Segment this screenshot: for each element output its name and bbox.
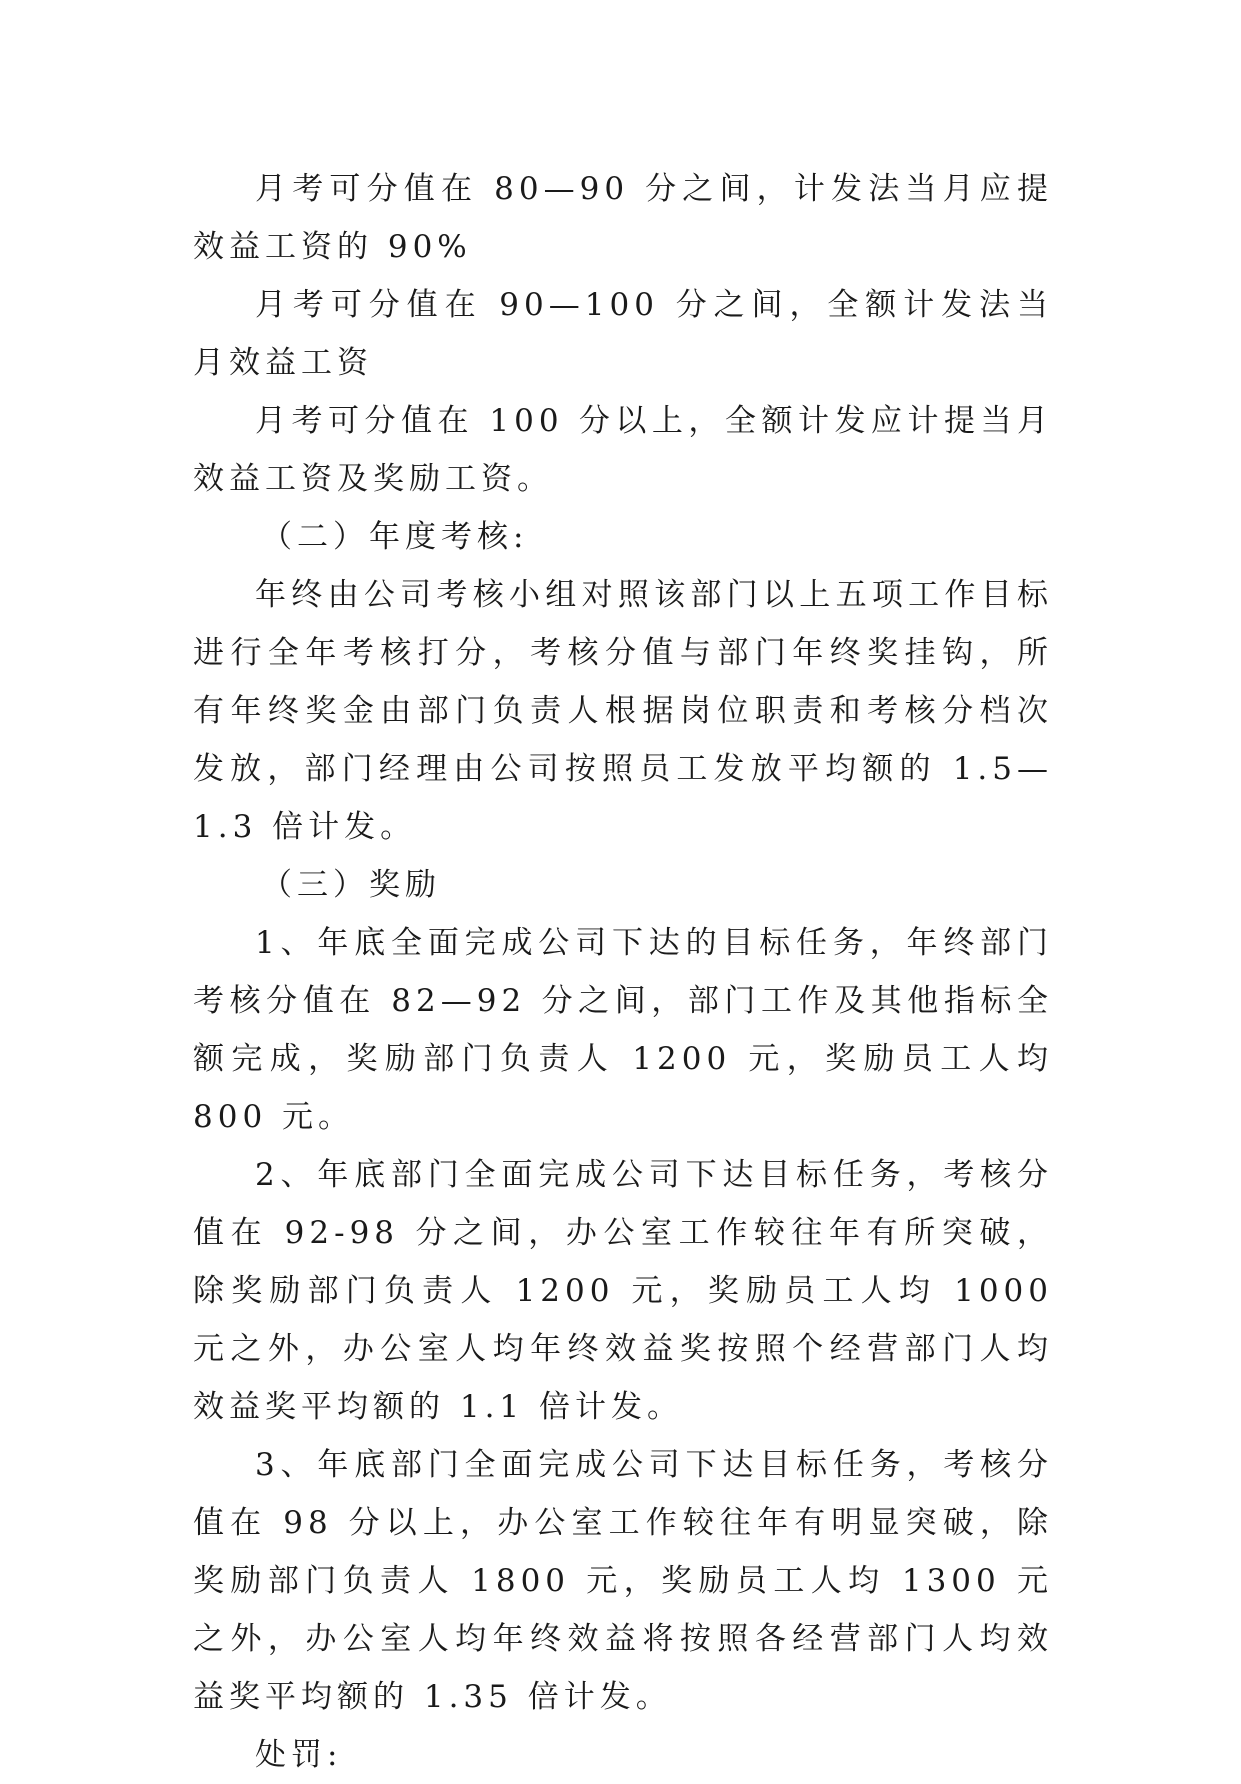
paragraph-bonus-90-100: 月考可分值在 90—100 分之间，全额计发法当月效益工资: [193, 287, 1053, 381]
section-heading-annual-review: （二）年度考核:: [261, 519, 529, 555]
paragraph-penalty-heading: 处罚:: [255, 1737, 343, 1773]
paragraph-reward-1: 1、年底全面完成公司下达的目标任务，年终部门考核分值在 82—92 分之间，部门工作及其他指标全额完成，奖励部门负责人 1200 元，奖励员工人均 800 元。: [193, 925, 1053, 1135]
paragraph-bonus-80-90: 月考可分值在 80—90 分之间，计发法当月应提效益工资的 90%: [193, 171, 1053, 265]
paragraph-reward-3: 3、年底部门全面完成公司下达目标任务，考核分值在 98 分以上，办公室工作较往年有明显突破，除奖励部门负责人 1800 元，奖励员工人均 1300 元之外，办公室人均年终效益将按照各经营部门人均效益奖平均额的 1.35 倍计发。: [193, 1447, 1053, 1715]
section-heading-rewards: （三）奖励: [261, 867, 441, 903]
paragraph-annual-review: 年终由公司考核小组对照该部门以上五项工作目标进行全年考核打分，考核分值与部门年终奖挂钩，所有年终奖金由部门负责人根据岗位职责和考核分档次发放，部门经理由公司按照员工发放平均额的 1.5—1.3 倍计发。: [193, 577, 1053, 845]
document-body: [193, 160, 1053, 1784]
paragraph-bonus-100-plus: 月考可分值在 100 分以上，全额计发应计提当月效益工资及奖励工资。: [193, 403, 1053, 497]
paragraph-reward-2: 2、年底部门全面完成公司下达目标任务，考核分值在 92-98 分之间，办公室工作较往年有所突破，除奖励部门负责人 1200 元，奖励员工人均 1000 元之外，办公室人均年终效益奖按照个经营部门人均效益奖平均额的 1.1 倍计发。: [193, 1157, 1053, 1425]
